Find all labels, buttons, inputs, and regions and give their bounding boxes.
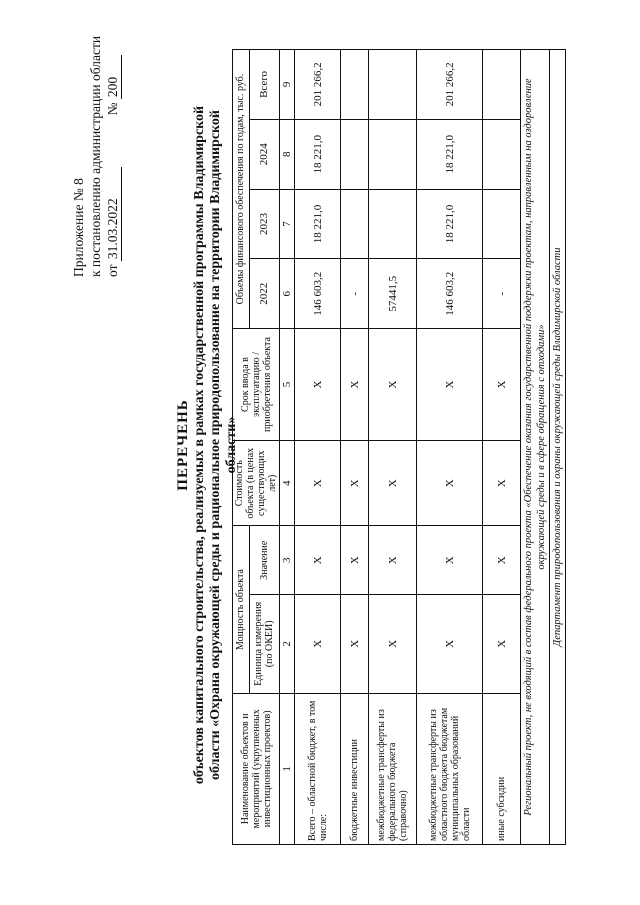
row-unit: X: [341, 594, 369, 693]
header-row-1: [233, 50, 250, 845]
col-num: 1: [280, 693, 295, 844]
title-line-3: области»: [224, 416, 239, 474]
appendix-block: [70, 27, 122, 277]
date-prefix: от: [105, 264, 120, 277]
row-total: 201 266,2: [295, 50, 341, 120]
row-2022: 146 603,2: [417, 259, 483, 329]
row-term: X: [295, 329, 341, 441]
row-unit: X: [369, 594, 417, 693]
row-2022: -: [341, 259, 369, 329]
row-term: X: [369, 329, 417, 441]
header-unit: Единица измерения (по ОКЕИ): [249, 594, 279, 693]
appendix-date: 31.03.2022: [104, 167, 122, 261]
header-2024: 2024: [249, 119, 279, 189]
department-note: Департамент природопользования и охраны окружающей среды Владимирской области: [550, 50, 566, 845]
col-num: 6: [280, 259, 295, 329]
header-2022: 2022: [249, 259, 279, 329]
row-2024: 18 221,0: [417, 119, 483, 189]
row-name: межбюджетные трансферты из федерального бюджета (справочно): [369, 693, 417, 844]
row-name: межбюджетные трансферты из областного бюджета бюджетам муниципальных образований области: [417, 693, 483, 844]
row-name: бюджетные инвестиции: [341, 693, 369, 844]
table-row: [483, 50, 521, 845]
document-title: [175, 95, 240, 795]
row-2022: 146 603,2: [295, 259, 341, 329]
row-total: [483, 50, 521, 120]
header-value: Значение: [249, 526, 279, 594]
row-unit: X: [483, 594, 521, 693]
row-2024: [341, 119, 369, 189]
row-unit: X: [295, 594, 341, 693]
row-name: Всего – областной бюджет, в том числе:: [295, 693, 341, 844]
row-term: X: [483, 329, 521, 441]
table-row: [341, 50, 369, 845]
row-2023: 18 221,0: [295, 189, 341, 259]
appendix-title: Приложение № 8: [71, 178, 86, 277]
number-prefix: №: [105, 102, 120, 116]
row-value: X: [341, 526, 369, 594]
header-funding: Объемы финансового обеспечения по годам, тыс. руб.: [233, 50, 250, 329]
row-2024: [483, 119, 521, 189]
row-value: X: [483, 526, 521, 594]
row-term: X: [417, 329, 483, 441]
row-unit: X: [417, 594, 483, 693]
row-2023: [369, 189, 417, 259]
row-value: X: [369, 526, 417, 594]
row-total: [369, 50, 417, 120]
table-row: [295, 50, 341, 845]
row-cost: X: [483, 440, 521, 526]
header-name: Наименование объектов и мероприятий (укрупненных инвестиционных проектов): [233, 693, 280, 844]
header-2023: 2023: [249, 189, 279, 259]
title-heading: ПЕРЕЧЕНЬ: [175, 399, 191, 491]
col-num: 8: [280, 119, 295, 189]
objects-table: [232, 49, 566, 845]
row-2022: 57441,5: [369, 259, 417, 329]
row-term: X: [341, 329, 369, 441]
footer-row-project: [521, 50, 550, 845]
appendix-number: 200: [104, 55, 122, 99]
footer-row-department: [550, 50, 566, 845]
table-row: [369, 50, 417, 845]
row-cost: X: [341, 440, 369, 526]
col-num: 5: [280, 329, 295, 441]
row-2024: 18 221,0: [295, 119, 341, 189]
row-total: [341, 50, 369, 120]
row-name: иные субсидии: [483, 693, 521, 844]
row-value: X: [295, 526, 341, 594]
row-value: X: [417, 526, 483, 594]
row-2023: [341, 189, 369, 259]
row-2022: -: [483, 259, 521, 329]
appendix-subtitle: к постановлению администрации области: [88, 35, 103, 277]
row-2024: [369, 119, 417, 189]
title-line-1: объектов капитального строительства, реализуемых в рамках государственной программы Владимирской: [192, 105, 207, 785]
col-num: 4: [280, 440, 295, 526]
row-cost: X: [417, 440, 483, 526]
header-cost: Стоимость объекта (в ценах существующих лет): [233, 440, 280, 526]
regional-project-note: Региональный проект, не входящий в состав федерального проекта «Обеспечение оказания государственной поддержки проектам, направленным на оздоровление окружающей среды и в сфере обращения с отходами»: [521, 50, 550, 845]
col-num: 9: [280, 50, 295, 120]
col-num: 7: [280, 189, 295, 259]
header-capacity: Мощность объекта: [233, 526, 250, 693]
row-cost: X: [295, 440, 341, 526]
row-2023: 18 221,0: [417, 189, 483, 259]
header-total: Всего: [249, 50, 279, 120]
col-num: 2: [280, 594, 295, 693]
appendix-date-line: [104, 27, 122, 277]
column-number-row: [280, 50, 295, 845]
row-total: 201 266,2: [417, 50, 483, 120]
row-2023: [483, 189, 521, 259]
header-commission: Срок ввода в эксплуатацию /приобретения объекта: [233, 329, 280, 441]
col-num: 3: [280, 526, 295, 594]
row-cost: X: [369, 440, 417, 526]
table-row: [417, 50, 483, 845]
title-line-2: области «Охрана окружающей среды и рациональное природопользование на территории Владимирской: [208, 109, 223, 781]
